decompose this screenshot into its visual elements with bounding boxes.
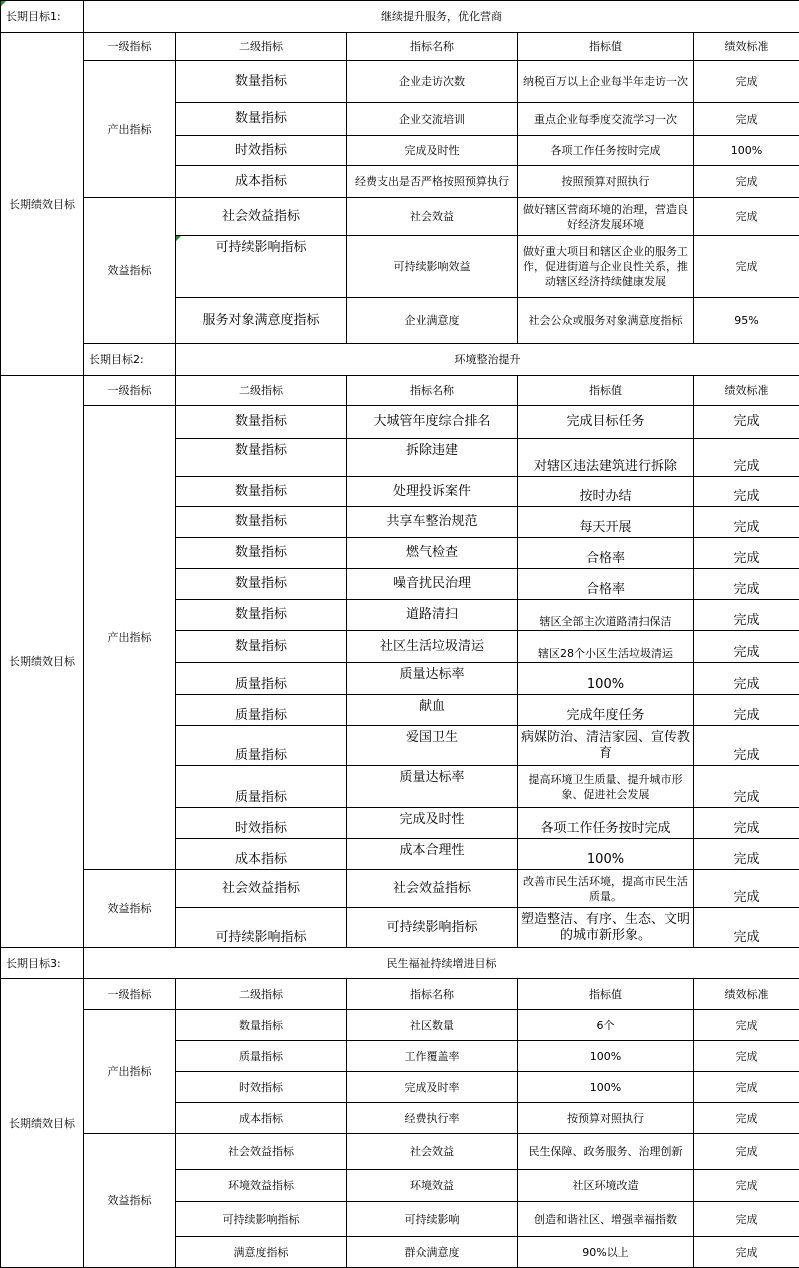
name-cell: 可持续影响指标 xyxy=(347,908,518,948)
standard-cell: 完成 xyxy=(694,839,799,870)
name-cell: 经费执行率 xyxy=(347,1103,518,1134)
value-cell: 按照预算对照执行 xyxy=(518,166,694,198)
value-cell: 100% xyxy=(518,1041,694,1072)
value-cell: 社会公众或服务对象满意度指标 xyxy=(518,298,694,344)
name-cell: 献血 xyxy=(347,695,518,726)
standard-cell: 完成 xyxy=(694,406,799,439)
standard-cell: 100% xyxy=(694,136,799,166)
standard-cell: 完成 xyxy=(694,1237,799,1268)
name-cell: 社会效益 xyxy=(347,198,518,236)
level2-cell: 数量指标 xyxy=(176,538,347,569)
header-level1: 一级指标 xyxy=(84,376,176,406)
level2-cell: 数量指标 xyxy=(176,103,347,136)
standard-cell: 完成 xyxy=(694,766,799,808)
name-cell: 完成及时性 xyxy=(347,136,518,166)
table-row xyxy=(1,198,799,236)
column-header-row xyxy=(1,979,799,1010)
value-cell: 每天开展 xyxy=(518,507,694,538)
name-cell: 完成及时率 xyxy=(347,1072,518,1103)
value-cell: 重点企业每季度交流学习一次 xyxy=(518,103,694,136)
value-cell: 提高环境卫生质量、提升城市形象、促进社会发展 xyxy=(518,766,694,808)
level2-cell: 质量指标 xyxy=(176,766,347,808)
goal-title: 环境整治提升 xyxy=(176,344,799,376)
level2-cell: 数量指标 xyxy=(176,631,347,663)
name-cell: 社会效益 xyxy=(347,1134,518,1170)
name-cell: 共享车整治规范 xyxy=(347,507,518,538)
level2-cell: 环境效益指标 xyxy=(176,1170,347,1202)
value-cell: 辖区28个小区生活垃圾清运 xyxy=(518,631,694,663)
name-cell: 群众满意度 xyxy=(347,1237,518,1268)
value-cell: 民生保障、政务服务、治理创新 xyxy=(518,1134,694,1170)
level1-group: 效益指标 xyxy=(84,870,176,948)
name-cell: 企业走访次数 xyxy=(347,61,518,103)
standard-cell: 完成 xyxy=(694,166,799,198)
header-level1: 一级指标 xyxy=(84,979,176,1010)
header-indicator-name: 指标名称 xyxy=(347,33,518,61)
long-term-goal-label: 长期绩效目标 xyxy=(1,33,84,376)
value-cell: 90%以上 xyxy=(518,1237,694,1268)
table-row xyxy=(1,1010,799,1041)
standard-cell: 完成 xyxy=(694,103,799,136)
standard-cell: 完成 xyxy=(694,1134,799,1170)
level2-cell: 社会效益指标 xyxy=(176,198,347,236)
name-cell: 质量达标率 xyxy=(347,663,518,695)
column-header-row xyxy=(1,33,799,61)
level1-group: 效益指标 xyxy=(84,1134,176,1268)
level2-cell: 数量指标 xyxy=(176,569,347,600)
name-cell: 可持续影响 xyxy=(347,1202,518,1237)
level2-cell: 质量指标 xyxy=(176,726,347,766)
header-indicator-value: 指标值 xyxy=(518,376,694,406)
value-cell: 对辖区违法建筑进行拆除 xyxy=(518,439,694,477)
name-cell: 处理投诉案件 xyxy=(347,477,518,507)
header-indicator-value: 指标值 xyxy=(518,33,694,61)
value-cell: 塑造整洁、有序、生态、文明的城市新形象。 xyxy=(518,908,694,948)
standard-cell: 完成 xyxy=(694,538,799,569)
name-cell: 环境效益 xyxy=(347,1170,518,1202)
value-cell: 病媒防治、清洁家园、宣传教育 xyxy=(518,726,694,766)
standard-cell: 完成 xyxy=(694,198,799,236)
standard-cell: 完成 xyxy=(694,1010,799,1041)
name-cell: 企业交流培训 xyxy=(347,103,518,136)
goal-header-row xyxy=(1,344,799,376)
standard-cell: 完成 xyxy=(694,477,799,507)
value-cell: 各项工作任务按时完成 xyxy=(518,808,694,839)
standard-cell: 完成 xyxy=(694,726,799,766)
goal-label: 长期目标1: xyxy=(1,1,84,33)
level1-group: 产出指标 xyxy=(84,61,176,198)
value-cell: 社区环境改造 xyxy=(518,1170,694,1202)
value-cell: 创造和谐社区、增强幸福指数 xyxy=(518,1202,694,1237)
level2-cell: 可持续影响指标 xyxy=(176,236,347,298)
name-cell: 噪音扰民治理 xyxy=(347,569,518,600)
level2-cell: 时效指标 xyxy=(176,808,347,839)
level1-group: 产出指标 xyxy=(84,406,176,870)
standard-cell: 完成 xyxy=(694,1072,799,1103)
standard-cell: 完成 xyxy=(694,600,799,631)
header-level2: 二级指标 xyxy=(176,33,347,61)
header-level2: 二级指标 xyxy=(176,376,347,406)
standard-cell: 完成 xyxy=(694,663,799,695)
header-indicator-value: 指标值 xyxy=(518,979,694,1010)
standard-cell: 完成 xyxy=(694,61,799,103)
level2-cell: 数量指标 xyxy=(176,61,347,103)
level2-cell: 社会效益指标 xyxy=(176,870,347,908)
level2-cell: 时效指标 xyxy=(176,136,347,166)
standard-cell: 完成 xyxy=(694,631,799,663)
value-cell: 按时办结 xyxy=(518,477,694,507)
standard-cell: 完成 xyxy=(694,695,799,726)
goal-label: 长期目标2: xyxy=(84,344,176,376)
level2-cell: 数量指标 xyxy=(176,600,347,631)
goal-label: 长期目标3: xyxy=(1,948,84,979)
long-term-goal-label: 长期绩效目标 xyxy=(1,979,84,1268)
goal-header-row xyxy=(1,1,799,33)
name-cell: 拆除违建 xyxy=(347,439,518,477)
value-cell: 合格率 xyxy=(518,538,694,569)
value-cell: 6个 xyxy=(518,1010,694,1041)
level2-cell: 时效指标 xyxy=(176,1072,347,1103)
goal-title: 民生福祉持续增进目标 xyxy=(84,948,799,979)
name-cell: 经费支出是否严格按照预算执行 xyxy=(347,166,518,198)
level2-cell: 质量指标 xyxy=(176,1041,347,1072)
table-row xyxy=(1,870,799,908)
table-row xyxy=(1,1134,799,1170)
value-cell: 辖区全部主次道路清扫保洁 xyxy=(518,600,694,631)
level2-cell: 数量指标 xyxy=(176,439,347,477)
value-cell: 改善市民生活环境，提高市民生活质量。 xyxy=(518,870,694,908)
header-level2: 二级指标 xyxy=(176,979,347,1010)
level2-cell: 数量指标 xyxy=(176,507,347,538)
level2-cell: 服务对象满意度指标 xyxy=(176,298,347,344)
value-cell: 纳税百万以上企业每半年走访一次 xyxy=(518,61,694,103)
level2-cell: 质量指标 xyxy=(176,663,347,695)
standard-cell: 完成 xyxy=(694,870,799,908)
header-indicator-name: 指标名称 xyxy=(347,376,518,406)
level2-cell: 数量指标 xyxy=(176,477,347,507)
level2-cell: 质量指标 xyxy=(176,695,347,726)
standard-cell: 完成 xyxy=(694,236,799,298)
header-performance-standard: 绩效标准 xyxy=(694,376,799,406)
standard-cell: 完成 xyxy=(694,808,799,839)
standard-cell: 完成 xyxy=(694,908,799,948)
header-performance-standard: 绩效标准 xyxy=(694,33,799,61)
column-header-row xyxy=(1,376,799,406)
name-cell: 质量达标率 xyxy=(347,766,518,808)
level2-cell: 数量指标 xyxy=(176,1010,347,1041)
name-cell: 成本合理性 xyxy=(347,839,518,870)
standard-cell: 完成 xyxy=(694,439,799,477)
standard-cell: 95% xyxy=(694,298,799,344)
standard-cell: 完成 xyxy=(694,1170,799,1202)
standard-cell: 完成 xyxy=(694,1202,799,1237)
standard-cell: 完成 xyxy=(694,1041,799,1072)
level2-cell: 成本指标 xyxy=(176,166,347,198)
level2-cell: 可持续影响指标 xyxy=(176,1202,347,1237)
level2-cell: 成本指标 xyxy=(176,839,347,870)
value-cell: 100% xyxy=(518,1072,694,1103)
standard-cell: 完成 xyxy=(694,507,799,538)
level1-group: 产出指标 xyxy=(84,1010,176,1134)
level2-cell: 成本指标 xyxy=(176,1103,347,1134)
goal-header-row xyxy=(1,948,799,979)
header-indicator-name: 指标名称 xyxy=(347,979,518,1010)
level1-group: 效益指标 xyxy=(84,198,176,344)
level2-cell: 可持续影响指标 xyxy=(176,908,347,948)
name-cell: 道路清扫 xyxy=(347,600,518,631)
value-cell: 100% xyxy=(518,663,694,695)
value-cell: 做好重大项目和辖区企业的服务工作，促进街道与企业良性关系，推动辖区经济持续健康发展 xyxy=(518,236,694,298)
header-performance-standard: 绩效标准 xyxy=(694,979,799,1010)
name-cell: 完成及时性 xyxy=(347,808,518,839)
value-cell: 完成目标任务 xyxy=(518,406,694,439)
level2-cell: 满意度指标 xyxy=(176,1237,347,1268)
standard-cell: 完成 xyxy=(694,1103,799,1134)
name-cell: 工作覆盖率 xyxy=(347,1041,518,1072)
name-cell: 爱国卫生 xyxy=(347,726,518,766)
standard-cell: 完成 xyxy=(694,569,799,600)
name-cell: 可持续影响效益 xyxy=(347,236,518,298)
table-row xyxy=(1,406,799,439)
table-row xyxy=(1,61,799,103)
value-cell: 做好辖区营商环境的治理，营造良好经济发展环境 xyxy=(518,198,694,236)
name-cell: 企业满意度 xyxy=(347,298,518,344)
level2-cell: 社会效益指标 xyxy=(176,1134,347,1170)
name-cell: 大城管年度综合排名 xyxy=(347,406,518,439)
value-cell: 合格率 xyxy=(518,569,694,600)
name-cell: 燃气检查 xyxy=(347,538,518,569)
name-cell: 社会效益指标 xyxy=(347,870,518,908)
value-cell: 按预算对照执行 xyxy=(518,1103,694,1134)
name-cell: 社区生活垃圾清运 xyxy=(347,631,518,663)
long-term-goal-label: 长期绩效目标 xyxy=(1,376,84,948)
value-cell: 100% xyxy=(518,839,694,870)
value-cell: 完成年度任务 xyxy=(518,695,694,726)
value-cell: 各项工作任务按时完成 xyxy=(518,136,694,166)
goal-title: 继续提升服务，优化营商 xyxy=(84,1,799,33)
header-level1: 一级指标 xyxy=(84,33,176,61)
name-cell: 社区数量 xyxy=(347,1010,518,1041)
level2-cell: 数量指标 xyxy=(176,406,347,439)
